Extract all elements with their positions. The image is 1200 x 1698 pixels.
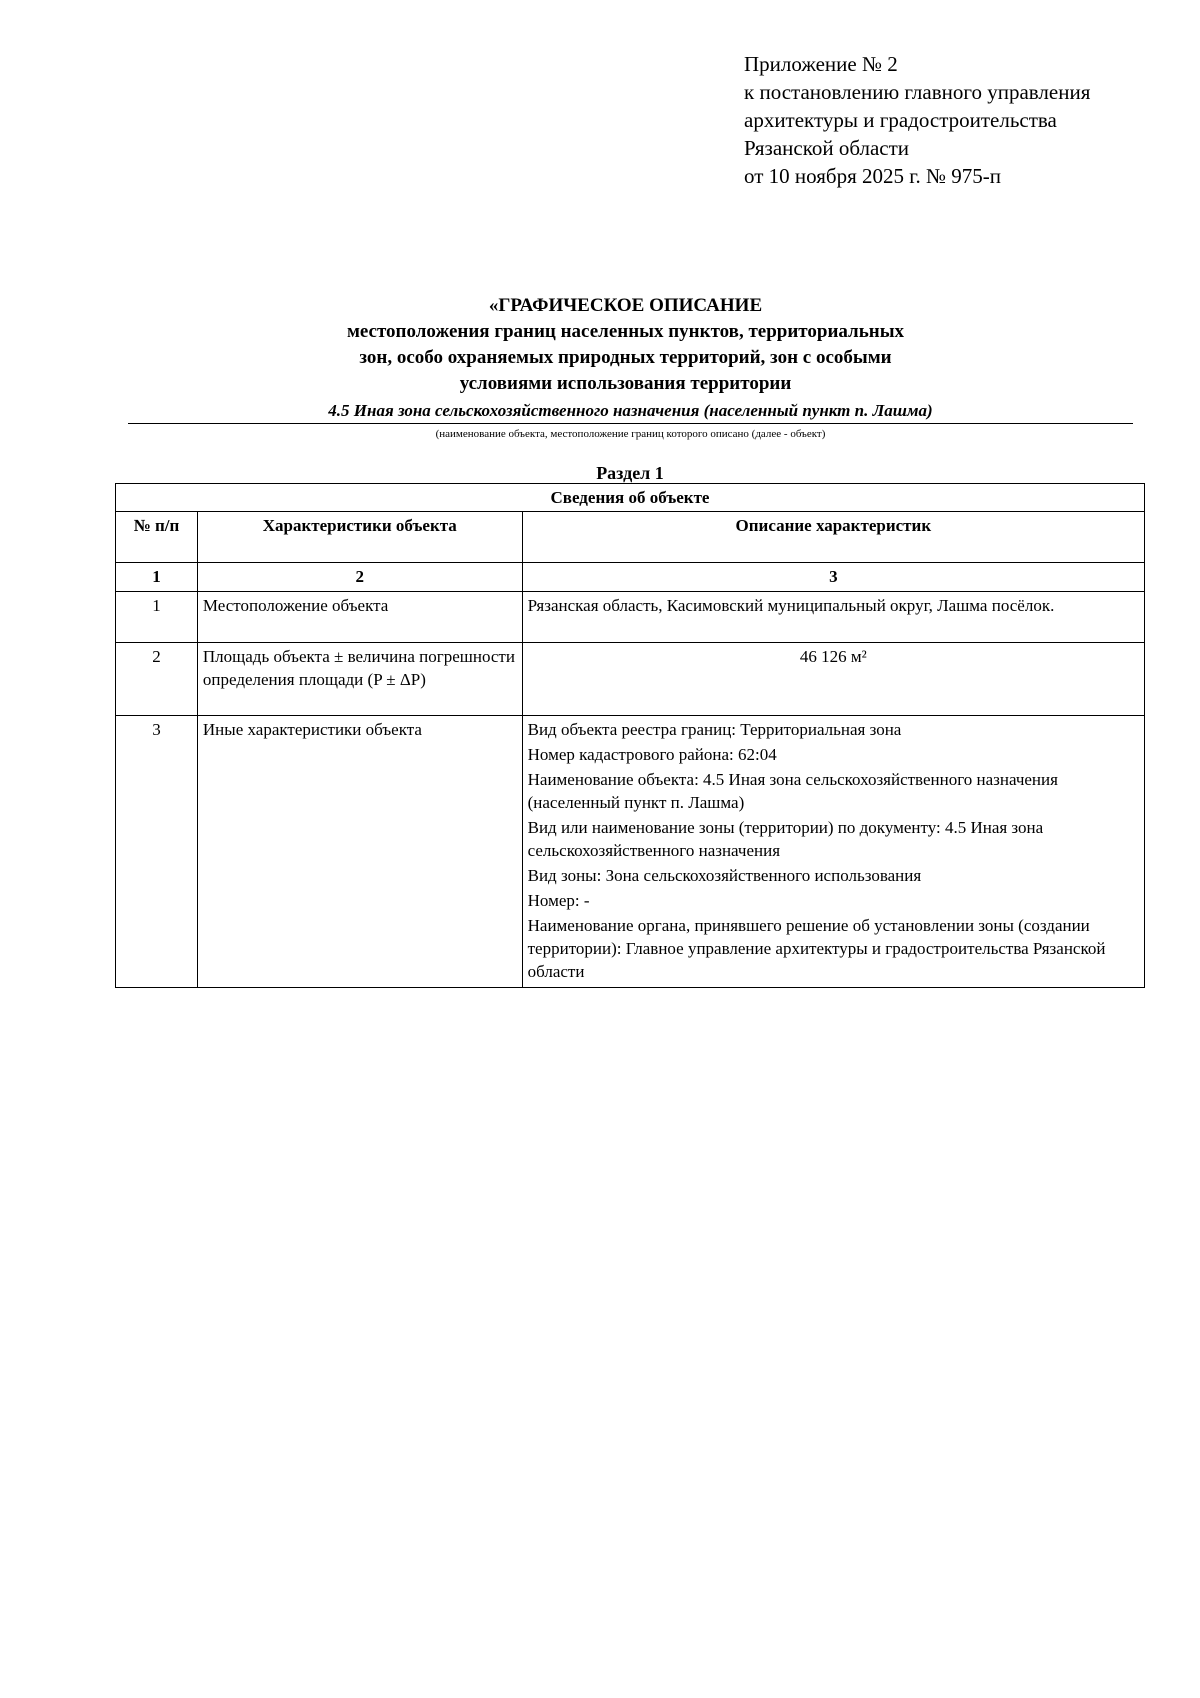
header-num: № п/п [116,512,198,563]
description-line: Вид или наименование зоны (территории) по документу: 4.5 Иная зона сельскохозяйственного назначения [527,818,1044,860]
table-caption: Сведения об объекте [116,484,1145,512]
table-header-row [116,512,1145,563]
title-line: «ГРАФИЧЕСКОЕ ОПИСАНИЕ [488,295,763,316]
row-characteristic: Площадь объекта ± величина погрешности определения площади (P ± ΔP) [197,643,522,716]
row-description [522,643,1144,716]
row-description [522,592,1144,643]
column-number-row [116,563,1145,592]
row-characteristic: Иные характеристики объекта [197,716,522,988]
table-row [116,643,1145,716]
column-number: 3 [522,563,1144,592]
row-characteristic: Местоположение объекта [197,592,522,643]
appendix-header [744,50,1174,190]
appendix-line: к постановлению главного управления [744,80,1091,104]
table-row [116,592,1145,643]
object-name-caption: (наименование объекта, местоположение границ которого описано (далее - объект) [435,428,826,440]
appendix-line: архитектуры и градостроительства [744,108,1057,132]
appendix-line: от 10 ноября 2025 г. № 975-п [744,164,1002,188]
title-line: местоположения границ населенных пунктов, территориальных [346,321,905,342]
description-line: Номер: - [527,891,590,910]
column-number: 2 [197,563,522,592]
appendix-line: Рязанской области [744,136,910,160]
description-line: Рязанская область, Касимовский муниципальный округ, Лашма посёлок. [527,596,1055,615]
row-num: 1 [116,592,198,643]
table-caption-row [116,484,1145,512]
section-title: Раздел 1 [596,463,664,483]
description-line: Вид зоны: Зона сельскохозяйственного использования [527,866,922,885]
object-info-table [115,483,1145,988]
header-characteristic: Характеристики объекта [197,512,522,563]
description-line: Номер кадастрового района: 62:04 [527,745,777,764]
header-description: Описание характеристик [522,512,1144,563]
document-title [118,293,1133,397]
row-description [522,716,1144,988]
title-line: зон, особо охраняемых природных территорий, зон с особыми [359,347,892,368]
table-row [116,716,1145,988]
description-line: Наименование органа, принявшего решение об установлении зоны (создании территории): Главное управление архитектуры и градостроительства Рязанской области [527,916,1106,981]
column-number: 1 [116,563,198,592]
area-value: 46 126 м² [799,647,867,666]
title-line: условиями использования территории [459,373,792,394]
description-line: Вид объекта реестра границ: Территориальная зона [527,720,902,739]
object-name: 4.5 Иная зона сельскохозяйственного назначения (населенный пункт п. Лашма) [128,400,1133,424]
appendix-line: Приложение № 2 [744,52,898,76]
description-line: Наименование объекта: 4.5 Иная зона сельскохозяйственного назначения (населенный пункт п. Лашма) [527,770,1058,812]
row-num: 2 [116,643,198,716]
row-num: 3 [116,716,198,988]
